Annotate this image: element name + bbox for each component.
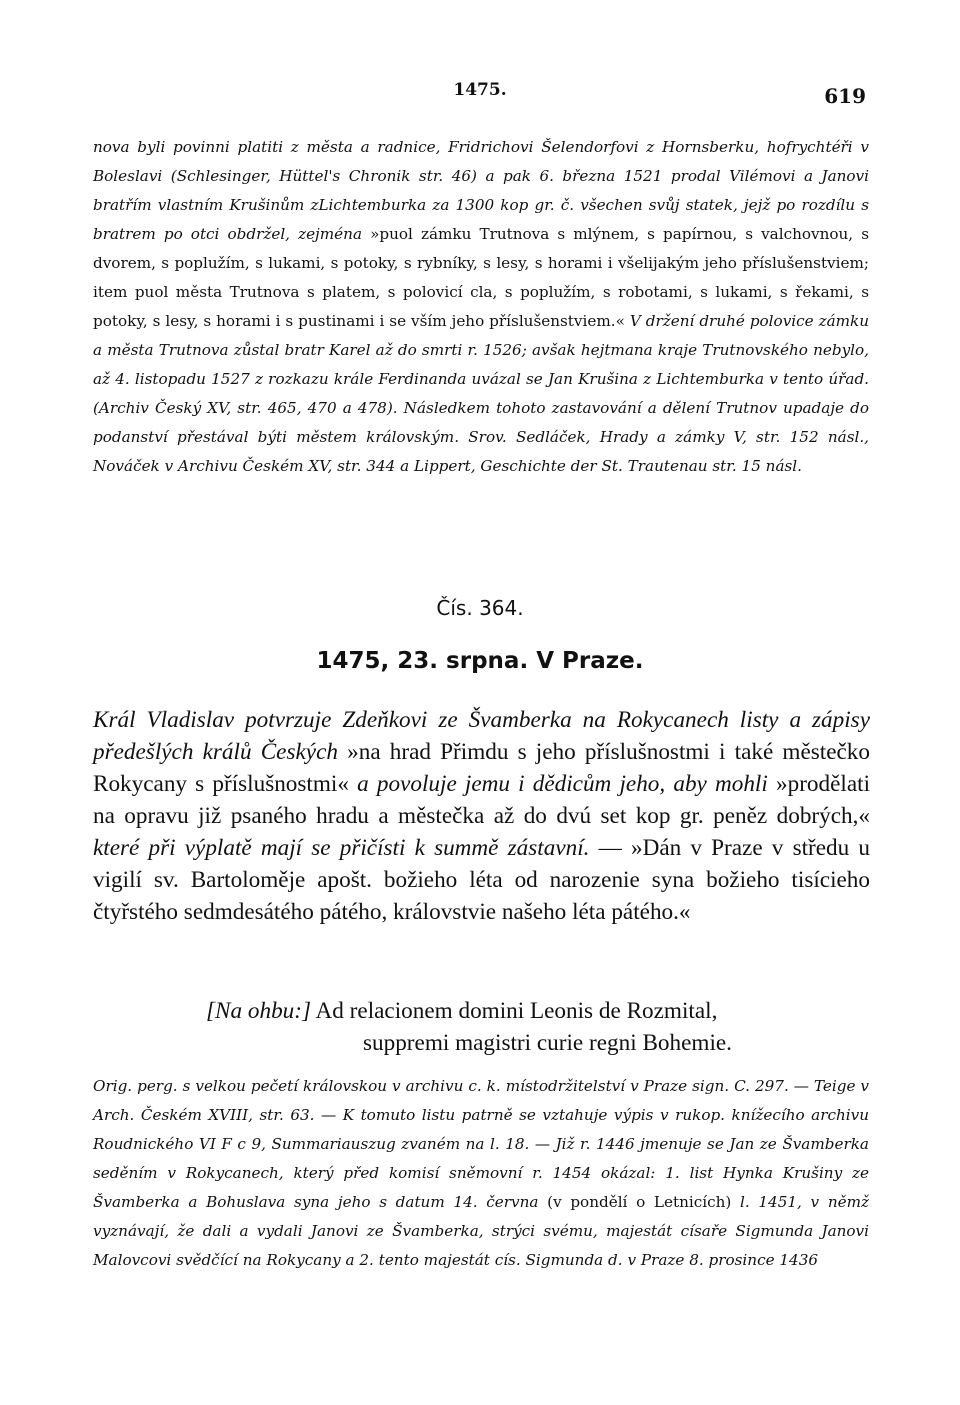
endorsement-label: [Na ohbu:] xyxy=(206,998,312,1024)
endorsement xyxy=(206,995,870,1059)
regest-quote-1: »na hrad Přimdu s jeho příslušnostmi i také městečko Rokycany s příslušnostmi« xyxy=(93,739,870,797)
running-head-year: 1475. xyxy=(453,80,507,100)
source-note-text-2: l. 1451, v němž vyznávají, že dali a vydali Janovi ze Švamberka, strýci svému, majestát císaře Sigmunda Janovi Malovcovi svědčící na Rokycany a 2. tento majestát cís. Sigmunda d. v Praze 8. prosince 1436 xyxy=(93,1193,869,1269)
source-note xyxy=(93,1072,869,1275)
document-regest xyxy=(93,704,870,928)
endorsement-line-2: suppremi magistri curie regni Bohemie. xyxy=(363,1030,732,1056)
endorsement-line-1 xyxy=(206,995,870,1027)
previous-note-text-1: nova byli povinni platiti z města a radnice, Fridrichovi Šelendorfovi z Hornsberku, hofrychtéři v Boleslavi (Schlesinger, Hüttel's Chronik str. 46) a pak 6. března 1521 prodal Vilémovi a Janovi bratřím vlastním Krušinům zLichtemburka za 1300 kop gr. č. všechen svůj statek, jejž po rozdílu s bratrem po otci obdržel, zejména xyxy=(93,138,869,243)
endorsement-text-1: Ad relacionem domini Leonis de Rozmital, xyxy=(315,998,718,1024)
previous-document-note xyxy=(93,133,869,481)
running-head xyxy=(0,80,960,110)
regest-quote-2: »prodělati na opravu již psaného hradu a městečka až do dvú set kop gr. peněz dobrých,« xyxy=(93,771,871,829)
regest-dash: — xyxy=(598,835,622,861)
regest-summary-2: a povoluje jemu i dědicům jeho, aby mohli xyxy=(357,771,768,797)
previous-note-text-2: V držení druhé polovice zámku a města Trutnova zůstal bratr Karel až do smrti r. 1526; avšak hejtmana kraje Trutnovského nebylo, až 4. listopadu 1527 z rozkazu krále Ferdinanda uvázal se Jan Krušina z Lichtemburka v tento úřad. (Archiv Český XV, str. 465, 470 a 478). Následkem tohoto zastavování a dělení Trutnov upadaje do podanství přestával býti městem královským. Srov. Sedláček, Hrady a zámky V, str. 152 násl., Nováček v Archivu Českém XV, str. 344 a Lippert, Geschichte der St. Trautenau str. 15 násl. xyxy=(93,312,870,475)
dating-clause: »Dán v Praze v středu u vigilí sv. Bartoloměje apošt. božieho léta od narozenie syna božieho tisícieho čtyřstého sedmdesátého pátého, královstvie našeho léta pátého.« xyxy=(93,835,870,925)
source-note-text-1: Orig. perg. s velkou pečetí královskou v archivu c. k. místodržitelství v Praze sign. C. 297. — Teige v Arch. Českém XVIII, str. 63. — K tomuto listu patrně se vztahuje výpis v rukop. knížecího archivu Roudnického VI F c 9, Summariauszug zvaném na l. 18. — Již r. 1446 jmenuje se Jan ze Švamberka seděním v Rokycanech, který před komisí sněmovní r. 1454 okázal: 1. list Hynka Krušiny ze Švamberka a Bohuslava syna jeho s datum 14. června xyxy=(93,1077,869,1211)
document-date: 1475, 23. srpna. V Praze. xyxy=(316,648,644,674)
source-note-date-text: (v pondělí o Letnicích) xyxy=(547,1193,732,1211)
document-number: Čís. 364. xyxy=(436,596,524,620)
previous-note-quote: »puol zámku Trutnova s mlýnem, s papírnou, s valchovnou, s dvorem, s poplužím, s lukami, s potoky, s rybníky, s lesy, s horami i všelijakým jeho příslušenstviem; item puol města Trutnova s platem, s polovicí cla, s poplužím, s robotami, s lukami, s řekami, s potoky, s lesy, s horami i s pustinami i se vším jeho příslušenstviem.« xyxy=(93,225,869,330)
page-number: 619 xyxy=(824,84,866,108)
regest-summary-1: Král Vladislav potvrzuje Zdeňkovi ze Švamberka na Rokycanech listy a zápisy předešlých králů Českých xyxy=(93,707,870,765)
regest-summary-3: které při výplatě mají se přičísti k summě zástavní. xyxy=(93,835,590,861)
